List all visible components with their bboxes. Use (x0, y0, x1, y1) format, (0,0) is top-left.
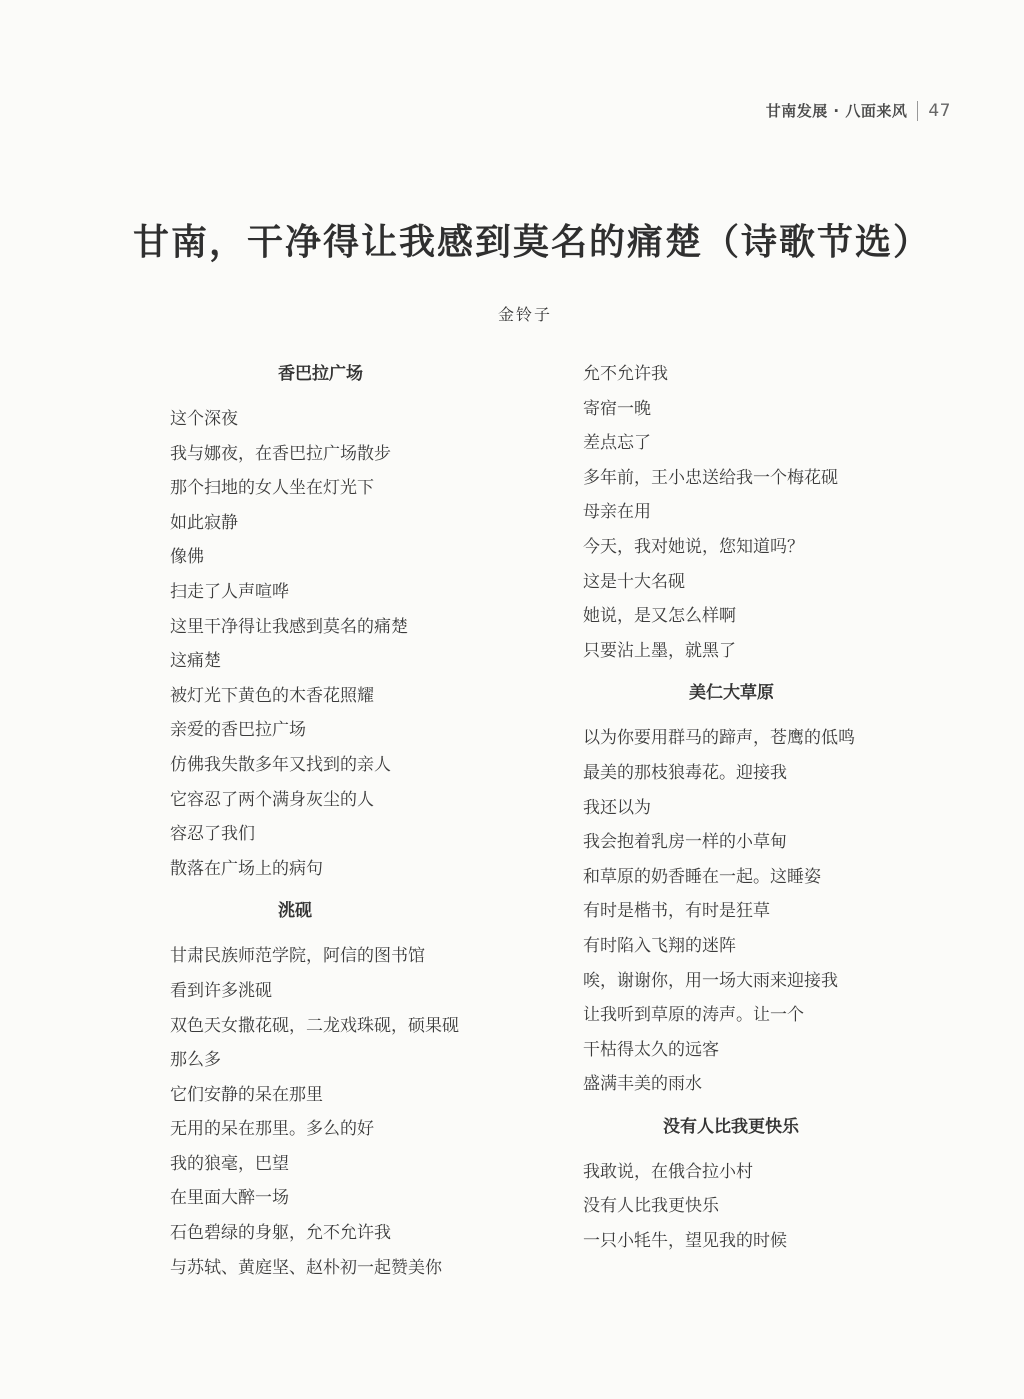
poem-line: 一只小牦牛，望见我的时候 (583, 1231, 787, 1252)
poem-heading: 美仁大草原 (689, 683, 774, 704)
running-header (766, 100, 951, 121)
poem-line: 有时陷入飞翔的迷阵 (583, 935, 736, 956)
poem-line: 今天，我对她说，您知道吗？ (583, 536, 804, 557)
poem-line: 最美的那枝狼毒花。迎接我 (583, 762, 787, 783)
poem-line: 没有人比我更快乐 (583, 1196, 719, 1217)
poem (583, 1115, 913, 1264)
author-name: 金铃子 (497, 305, 552, 324)
poem-line: 我的狼毫，巴望 (170, 1153, 289, 1174)
poem-line: 母亲在用 (583, 502, 651, 523)
poem (170, 362, 500, 891)
poem-line: 以为你要用群马的蹄声，苍鹰的低鸣 (583, 728, 855, 749)
poem-line: 只要沾上墨，就黑了 (583, 640, 736, 661)
poem-line: 盛满丰美的雨水 (583, 1074, 702, 1095)
poem-line: 寄宿一晚 (583, 398, 651, 419)
poem-line: 这是十大名砚 (583, 571, 685, 592)
poem-line: 与苏轼、黄庭坚、赵朴初一起赞美你 (170, 1257, 442, 1278)
poem-line: 甘肃民族师范学院，阿信的图书馆 (170, 946, 425, 967)
poem-line: 和草原的奶香睡在一起。这睡姿 (583, 866, 821, 887)
poem-line: 多年前，王小忠送给我一个梅花砚 (583, 467, 838, 488)
poem-line: 有时是楷书，有时是狂草 (583, 901, 770, 922)
header-divider (917, 101, 918, 121)
poem-line: 这个深夜 (170, 409, 238, 429)
poem-line: 石色碧绿的身躯，允不允许我 (170, 1223, 391, 1244)
poem-line: 差点忘了 (583, 433, 651, 454)
poem-line: 被灯光下黄色的木香花照耀 (170, 685, 374, 706)
poem-line: 这里干净得让我感到莫名的痛楚 (170, 616, 408, 637)
poem-line: 无用的呆在那里。多么的好 (170, 1119, 374, 1140)
poem-line: 我敢说，在俄合拉小村 (583, 1161, 753, 1182)
poem-gap (170, 891, 500, 899)
poem-line: 这痛楚 (170, 651, 221, 672)
poem-line: 那个扫地的女人坐在灯光下 (170, 478, 374, 499)
poem-heading: 洮砚 (278, 901, 312, 922)
poem-line: 允不允许我 (583, 364, 668, 384)
poem-line: 散落在广场上的病句 (170, 858, 323, 879)
poem-line: 我与娜夜，在香巴拉广场散步 (170, 443, 391, 464)
poem (583, 362, 913, 673)
poem-line: 唉，谢谢你，用一场大雨来迎接我 (583, 970, 838, 991)
right-column (583, 362, 913, 1264)
poem-line: 那么多 (170, 1050, 221, 1071)
left-column (170, 362, 500, 1290)
poem (170, 899, 500, 1290)
poem-line: 让我听到草原的涛声。让一个 (583, 1005, 804, 1026)
poem-heading: 没有人比我更快乐 (663, 1116, 799, 1137)
poem-line: 它容忍了两个满身灰尘的人 (170, 789, 374, 810)
poem-line: 像佛 (170, 547, 204, 568)
poem-line: 扫走了人声喧哗 (170, 581, 289, 602)
section-name: 甘南发展 · 八面来风 (765, 102, 908, 120)
poem-line: 在里面大醉一场 (170, 1188, 289, 1209)
poem-line: 如此寂静 (170, 512, 238, 533)
poem-heading: 香巴拉广场 (278, 364, 363, 384)
poem-gap (583, 673, 913, 681)
poem-line: 亲爱的香巴拉广场 (170, 720, 306, 741)
poem-line: 我会抱着乳房一样的小草甸 (583, 832, 787, 853)
poem-line: 容忍了我们 (170, 824, 255, 845)
poem-line: 她说，是又怎么样啊 (583, 606, 736, 627)
poem-line: 它们安静的呆在那里 (170, 1084, 323, 1105)
poem (583, 681, 913, 1107)
poem-line: 仿佛我失散多年又找到的亲人 (170, 754, 391, 775)
poem-line: 我还以为 (583, 797, 651, 818)
article-title: 甘南，干净得让我感到莫名的痛楚（诗歌节选） (132, 221, 931, 263)
poem-gap (583, 1107, 913, 1115)
page-number: 47 (928, 100, 951, 121)
poem-line: 双色天女撒花砚，二龙戏珠砚，硕果砚 (170, 1015, 459, 1036)
poem-line: 干枯得太久的远客 (583, 1039, 719, 1060)
poem-line: 看到许多洮砚 (170, 980, 272, 1001)
